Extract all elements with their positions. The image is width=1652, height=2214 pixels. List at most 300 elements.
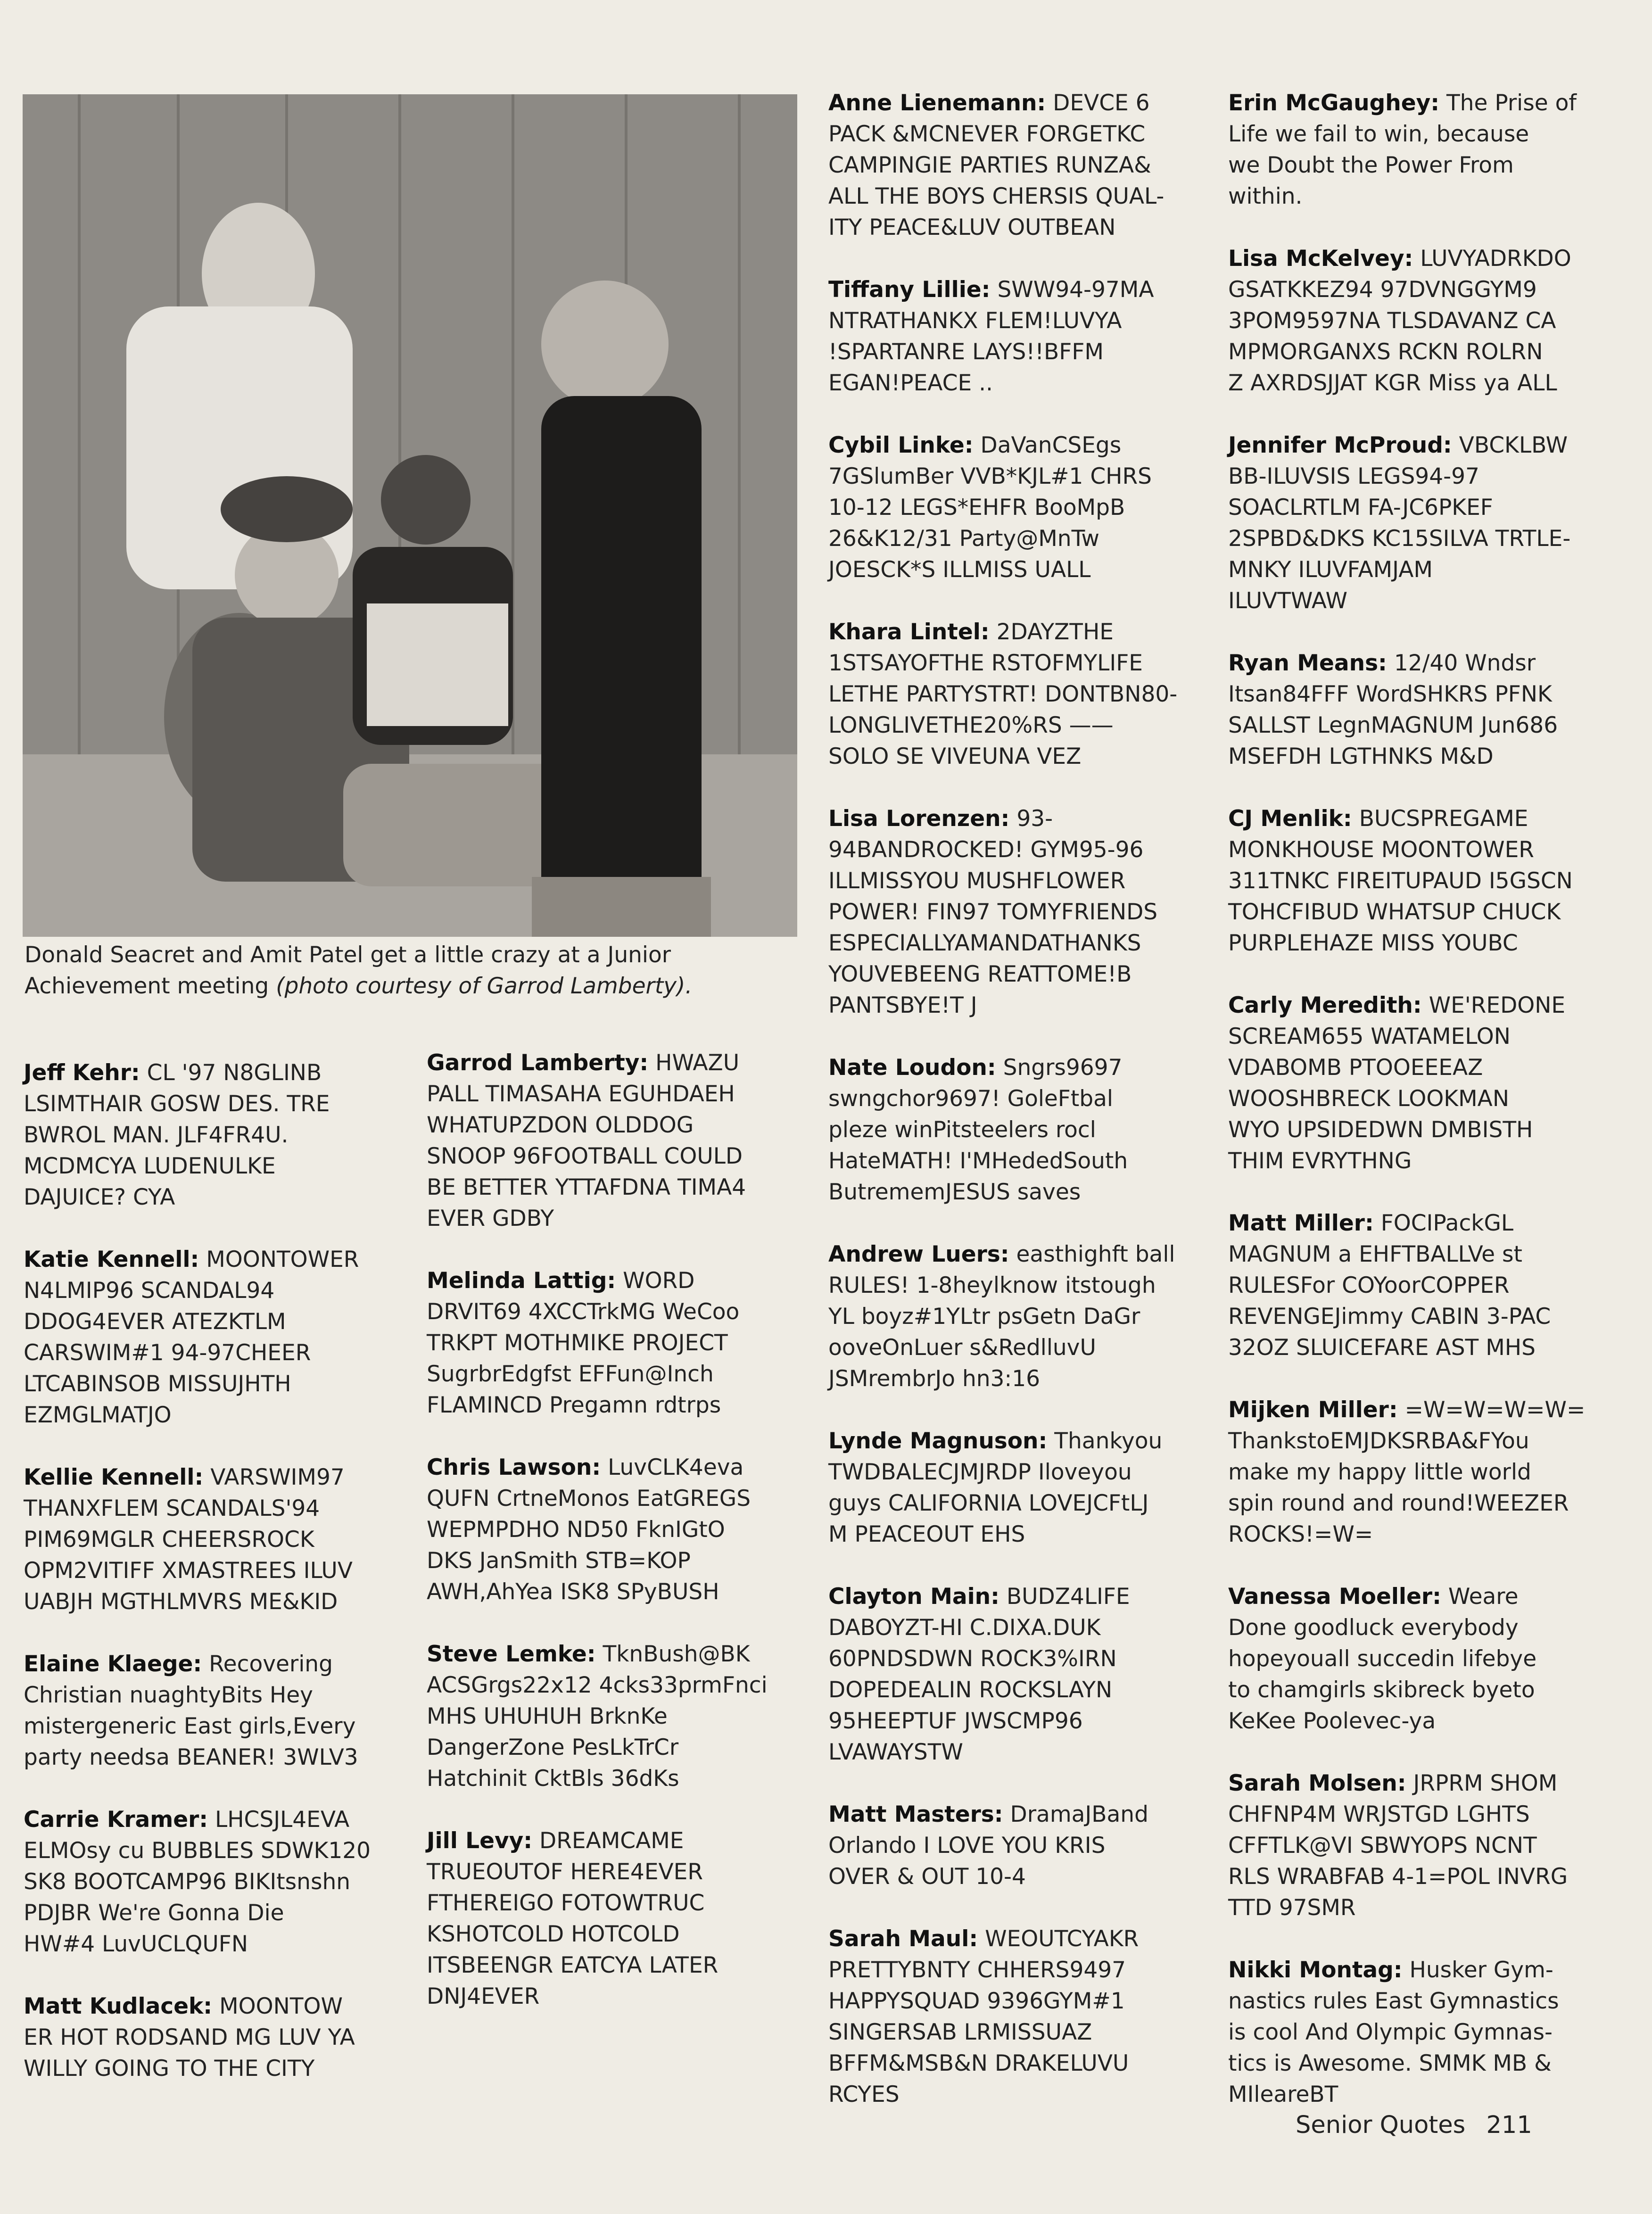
quote-text: QUFN CrtneMonos EatGREGS: [427, 1486, 751, 1512]
quote-text: ELMOsy cu BUBBLES SDWK120: [24, 1838, 371, 1864]
quote-text: BE BETTER YTTAFDNA TIMA4: [427, 1174, 746, 1200]
quote-text: DDOG4EVER ATEZKTLM: [24, 1309, 286, 1335]
quote-line: [1228, 2079, 1615, 2110]
quote-line: [1228, 1892, 1615, 1924]
quote-text: HAPPYSQUAD 9396GYM#1: [828, 1988, 1125, 2014]
quote-text: mistergeneric East girls,Every: [24, 1713, 356, 1739]
quote-line: [828, 1581, 1215, 1612]
quote-text: UABJH MGTHLMVRS ME&KID: [24, 1589, 338, 1615]
quote-line: [24, 1089, 410, 1120]
quote-line: [427, 1950, 813, 1981]
quote-text: KeKee Poolevec-ya: [1228, 1708, 1436, 1734]
student-name: Nate Loudon:: [828, 1055, 996, 1081]
student-name: Anne Lienemann:: [828, 90, 1046, 116]
quote-line: [828, 1052, 1215, 1083]
quote-line: [828, 990, 1215, 1021]
quote-text: MHS UHUHUH BrknKe: [427, 1703, 668, 1729]
student-name: Chris Lawson:: [427, 1454, 601, 1480]
quotes-column-3: [828, 88, 1215, 2110]
quote-text: WYO UPSIDEDWN DMBISTH: [1228, 1117, 1533, 1143]
senior-quote-entry: [24, 1244, 410, 1431]
quote-line: [427, 1079, 813, 1110]
quote-text: DAJUICE? CYA: [24, 1184, 175, 1210]
quote-line: [427, 1265, 813, 1297]
quote-text: guys CALIFORNIA LOVEJCFtLJ: [828, 1490, 1149, 1516]
quote-text: ESPECIALLYAMANDATHANKS: [828, 930, 1141, 956]
quote-text: GSATKKEZ94 97DVNGGYM9: [1228, 277, 1537, 303]
quote-text: VBCKLBW: [1459, 432, 1568, 458]
quote-text: MSEFDH LGTHNKS M&D: [1228, 744, 1494, 769]
student-name: Elaine Klaege:: [24, 1651, 202, 1677]
senior-quote-entry: [828, 1426, 1215, 1550]
quote-text: SWW94-97MA: [997, 277, 1154, 303]
student-name: Clayton Main:: [828, 1584, 999, 1610]
quote-line: [24, 1462, 410, 1493]
quote-line: [427, 1701, 813, 1732]
quote-text: Hatchinit CktBls 36dKs: [427, 1766, 679, 1792]
quote-text: LETHE PARTYSTRT! DONTBN80-: [828, 681, 1178, 707]
page-number: 211: [1486, 2111, 1532, 2139]
quote-line: [828, 1457, 1215, 1488]
quote-line: [828, 1083, 1215, 1115]
quote-line: [427, 1639, 813, 1670]
quote-line: [828, 1986, 1215, 2017]
quote-line: [828, 181, 1215, 212]
senior-quote-entry: [24, 1057, 410, 1213]
quote-text: EZMGLMATJO: [24, 1402, 172, 1428]
quote-line: [828, 306, 1215, 337]
quote-text: TknBush@BK: [603, 1641, 750, 1667]
quote-line: [1228, 523, 1615, 554]
quote-line: [24, 1680, 410, 1711]
senior-quote-entry: [828, 803, 1215, 1021]
quote-text: The Prise of: [1446, 90, 1577, 116]
senior-quote-entry: [1228, 430, 1615, 617]
quote-line: [427, 1359, 813, 1390]
quote-text: BUDZ4LIFE: [1006, 1584, 1130, 1610]
photo-caption: [25, 940, 807, 1002]
quote-line: [1228, 1644, 1615, 1675]
quote-line: [1228, 1115, 1615, 1146]
quote-text: CL '97 N8GLINB: [147, 1060, 322, 1086]
meeting-photo: [23, 94, 797, 937]
quote-text: OVER & OUT 10-4: [828, 1864, 1026, 1890]
quote-text: 12/40 Wndsr: [1394, 650, 1536, 676]
quote-line: [828, 1332, 1215, 1363]
quote-text: make my happy little world: [1228, 1459, 1531, 1485]
student-name: Carly Meredith:: [1228, 992, 1422, 1018]
quote-text: Life we fail to win, because: [1228, 121, 1529, 147]
quote-line: [1228, 274, 1615, 306]
quote-line: [427, 1390, 813, 1421]
quote-text: MNKY ILUVFAMJAM: [1228, 557, 1433, 583]
student-name: Steve Lemke:: [427, 1641, 596, 1667]
senior-quote-entry: [24, 1991, 410, 2084]
quote-text: LUVYADRKDO: [1420, 246, 1571, 272]
senior-quote-entry: [1228, 1768, 1615, 1924]
senior-quote-entry: [1228, 803, 1615, 959]
quote-text: SALLST LegnMAGNUM Jun686: [1228, 712, 1558, 738]
quote-line: [1228, 88, 1615, 119]
quote-text: OPM2VITIFF XMASTREES ILUV: [24, 1558, 353, 1584]
quote-text: Husker Gym-: [1409, 1957, 1553, 1983]
quote-line: [828, 523, 1215, 554]
senior-quote-entry: [828, 617, 1215, 772]
quote-text: Z AXRDSJJAT KGR Miss ya ALL: [1228, 370, 1557, 396]
student-name: Khara Lintel:: [828, 619, 990, 645]
student-name: Kellie Kennell:: [24, 1464, 204, 1490]
quote-text: CAMPINGIE PARTIES RUNZA&: [828, 152, 1151, 178]
quote-text: 26&K12/31 Party@MnTw: [828, 526, 1099, 552]
quote-line: [828, 2017, 1215, 2048]
quote-line: [1228, 866, 1615, 897]
quote-text: 32OZ SLUICEFARE AST MHS: [1228, 1335, 1536, 1361]
quote-line: [828, 1301, 1215, 1332]
quote-line: [828, 1924, 1215, 1955]
quote-text: DEVCE 6: [1053, 90, 1150, 116]
quote-line: [1228, 554, 1615, 586]
quote-line: [427, 1452, 813, 1483]
quote-text: REVENGEJimmy CABIN 3-PAC: [1228, 1304, 1551, 1330]
quote-line: [427, 1888, 813, 1919]
senior-quote-entry: [24, 1649, 410, 1773]
quote-text: SOLO SE VIVEUNA VEZ: [828, 744, 1082, 769]
quote-line: [427, 1483, 813, 1514]
quote-line: [828, 679, 1215, 710]
quote-line: [427, 1919, 813, 1950]
quote-text: BFFM&MSB&N DRAKELUVU: [828, 2050, 1129, 2076]
quote-line: [828, 1177, 1215, 1208]
student-name: Sarah Maul:: [828, 1926, 978, 1952]
student-name: Mijken Miller:: [1228, 1397, 1398, 1423]
quote-text: POWER! FIN97 TOMYFRIENDS: [828, 899, 1158, 925]
senior-quote-entry: [1228, 1208, 1615, 1363]
quote-line: [1228, 1270, 1615, 1301]
quote-text: AWH,AhYea ISK8 SPyBUSH: [427, 1579, 719, 1605]
quote-line: [828, 1519, 1215, 1550]
quote-line: [828, 2079, 1215, 2110]
quote-text: DKS JanSmith STB=KOP: [427, 1548, 691, 1574]
quote-line: [24, 1835, 410, 1867]
quote-line: [1228, 1239, 1615, 1270]
quote-text: easthighft ball: [1016, 1241, 1175, 1267]
quote-line: [1228, 1083, 1615, 1115]
quote-line: [24, 1649, 410, 1680]
quotes-column-4: [1228, 88, 1615, 2110]
senior-quote-entry: [1228, 88, 1615, 212]
quote-line: [1228, 1675, 1615, 1706]
quote-text: FOCIPackGL: [1380, 1210, 1514, 1236]
quote-text: RULESFor COYoorCOPPER: [1228, 1272, 1510, 1298]
quote-line: [427, 1545, 813, 1577]
quote-line: [828, 1955, 1215, 1986]
quote-text: MPMORGANXS RCKN ROLRN: [1228, 339, 1543, 365]
quote-text: RULES! 1-8heylknow itstough: [828, 1272, 1156, 1298]
quote-line: [1228, 1768, 1615, 1799]
quote-line: [1228, 897, 1615, 928]
student-name: Jennifer McProud:: [1228, 432, 1452, 458]
student-name: CJ Menlik:: [1228, 806, 1352, 832]
quote-text: CARSWIM#1 94-97CHEER: [24, 1340, 311, 1366]
quote-text: LONGLIVETHE20%RS ——: [828, 712, 1114, 738]
quote-line: [427, 1670, 813, 1701]
student-name: Ryan Means:: [1228, 650, 1387, 676]
senior-quote-entry: [1228, 990, 1615, 1177]
quote-line: [24, 1275, 410, 1306]
quote-line: [828, 866, 1215, 897]
quote-line: [24, 1867, 410, 1898]
student-name: Erin McGaughey:: [1228, 90, 1440, 116]
quote-text: WORD: [623, 1268, 695, 1294]
quote-line: [1228, 1830, 1615, 1861]
section-name: Senior Quotes: [1296, 2111, 1466, 2139]
quote-line: [828, 554, 1215, 586]
student-name: Carrie Kramer:: [24, 1807, 208, 1833]
quote-line: [1228, 710, 1615, 741]
quote-text: 2SPBD&DKS KC15SILVA TRTLE-: [1228, 526, 1571, 552]
senior-quote-entry: [1228, 648, 1615, 772]
student-name: Nikki Montag:: [1228, 1957, 1403, 1983]
quote-line: [1228, 150, 1615, 181]
student-name: Garrod Lamberty:: [427, 1050, 649, 1076]
student-name: Matt Kudlacek:: [24, 1993, 213, 2019]
quote-line: [24, 1898, 410, 1929]
quote-line: [828, 897, 1215, 928]
quote-line: [24, 1929, 410, 1960]
quote-text: RCYES: [828, 2082, 900, 2107]
senior-quote-entry: [828, 88, 1215, 243]
quote-line: [24, 1057, 410, 1089]
quote-text: swngchor9697! GoleFtbal: [828, 1086, 1113, 1112]
quote-line: [427, 1110, 813, 1141]
quote-text: =W=W=W=W=: [1404, 1397, 1586, 1423]
quote-line: [1228, 586, 1615, 617]
quote-line: [1228, 1612, 1615, 1644]
quote-line: [828, 212, 1215, 243]
quote-line: [828, 1830, 1215, 1861]
senior-quote-entry: [24, 1462, 410, 1618]
quote-text: WILLY GOING TO THE CITY: [24, 2056, 315, 2082]
quote-text: DaVanCSEgs: [980, 432, 1122, 458]
quote-line: [427, 1981, 813, 2012]
quote-line: [24, 2053, 410, 2084]
quote-text: hopeyouall succedin lifebye: [1228, 1646, 1537, 1672]
quote-line: [1228, 2017, 1615, 2048]
student-name: Tiffany Lillie:: [828, 277, 991, 303]
quote-line: [828, 430, 1215, 461]
quote-text: NTRATHANKX FLEM!LUVYA: [828, 308, 1122, 334]
quote-text: MOONTOWER: [206, 1247, 359, 1272]
quote-text: Itsan84FFF WordSHKRS PFNK: [1228, 681, 1552, 707]
senior-quote-entry: [828, 1239, 1215, 1395]
quote-line: [1228, 1799, 1615, 1830]
quote-line: [1228, 1457, 1615, 1488]
quote-line: [24, 1244, 410, 1275]
quote-line: [828, 1239, 1215, 1270]
quote-text: LuvCLK4eva: [608, 1454, 744, 1480]
quote-line: [1228, 1488, 1615, 1519]
page-footer: [1296, 2111, 1532, 2139]
quote-text: RLS WRABFAB 4-1=POL INVRG: [1228, 1864, 1568, 1890]
quotes-column-2: [427, 1048, 813, 2012]
quote-line: [1228, 1426, 1615, 1457]
quote-line: [828, 492, 1215, 523]
quote-text: DNJ4EVER: [427, 1983, 540, 2009]
quote-line: [1228, 928, 1615, 959]
quote-text: CFFTLK@VI SBWYOPS NCNT: [1228, 1833, 1537, 1859]
quote-text: nastics rules East Gymnastics: [1228, 1988, 1559, 2014]
quote-line: [1228, 803, 1615, 834]
quote-line: [1228, 1519, 1615, 1550]
quote-line: [1228, 1146, 1615, 1177]
quote-line: [24, 1493, 410, 1524]
quote-line: [1228, 119, 1615, 150]
quote-text: LSIMTHAIR GOSW DES. TRE: [24, 1091, 330, 1117]
quote-text: VARSWIM97: [210, 1464, 345, 1490]
quote-line: [427, 1857, 813, 1888]
quote-text: TRKPT MOTHMIKE PROJECT: [427, 1330, 728, 1356]
quote-line: [1228, 2048, 1615, 2079]
senior-quote-entry: [427, 1639, 813, 1794]
quote-text: we Doubt the Power From: [1228, 152, 1514, 178]
quote-line: [1228, 679, 1615, 710]
quote-line: [828, 1612, 1215, 1644]
student-name: Matt Miller:: [1228, 1210, 1374, 1236]
quote-text: 311TNKC FIREITUPAUD I5GSCN: [1228, 868, 1573, 894]
quote-line: [24, 1120, 410, 1151]
photo-credit: (photo courtesy of Garrod Lamberty).: [276, 973, 693, 999]
quote-text: PURPLEHAZE MISS YOUBC: [1228, 930, 1518, 956]
quote-text: ILLMISSYOU MUSHFLOWER: [828, 868, 1126, 894]
student-name: Lisa Lorenzen:: [828, 806, 1010, 832]
quote-text: YL boyz#1YLtr psGetn DaGr: [828, 1304, 1140, 1330]
quote-text: 2DAYZTHE: [996, 619, 1114, 645]
quote-text: Done goodluck everybody: [1228, 1615, 1519, 1641]
quote-text: BUCSPREGAME: [1359, 806, 1528, 832]
student-name: Matt Masters:: [828, 1801, 1003, 1827]
quote-text: ooveOnLuer s&RedlluvU: [828, 1335, 1096, 1361]
quote-line: [828, 617, 1215, 648]
quote-line: [1228, 1861, 1615, 1892]
quote-text: MAGNUM a EHFTBALLVe st: [1228, 1241, 1522, 1267]
quote-line: [1228, 1581, 1615, 1612]
quote-line: [24, 1151, 410, 1182]
senior-quote-entry: [427, 1452, 813, 1608]
quote-text: to chamgirls skibreck byeto: [1228, 1677, 1535, 1703]
quote-text: PRETTYBNTY CHHERS9497: [828, 1957, 1126, 1983]
quote-text: N4LMIP96 SCANDAL94: [24, 1278, 275, 1304]
quote-text: CHFNP4M WRJSTGD LGHTS: [1228, 1801, 1530, 1827]
quote-text: Thankyou: [1054, 1428, 1163, 1454]
quote-line: [1228, 741, 1615, 772]
quote-line: [828, 1488, 1215, 1519]
quote-line: [24, 1555, 410, 1586]
quote-text: 10-12 LEGS*EHFR BooMpB: [828, 495, 1125, 520]
student-name: Lynde Magnuson:: [828, 1428, 1048, 1454]
quote-text: JOESCK*S ILLMISS UALL: [828, 557, 1091, 583]
quote-text: PDJBR We're Gonna Die: [24, 1900, 284, 1926]
quote-line: [24, 1711, 410, 1742]
quote-text: SK8 BOOTCAMP96 BIKItsnshn: [24, 1869, 351, 1895]
quote-text: HWAZU: [655, 1050, 740, 1076]
student-name: Andrew Luers:: [828, 1241, 1009, 1267]
senior-quote-entry: [828, 274, 1215, 399]
quote-text: 94BANDROCKED! GYM95-96: [828, 837, 1144, 863]
quote-line: [427, 1732, 813, 1763]
student-name: Melinda Lattig:: [427, 1268, 616, 1294]
senior-quote-entry: [1228, 1955, 1615, 2110]
quote-text: YOUVEBEENG REATTOME!B: [828, 961, 1132, 987]
quote-line: [1228, 1208, 1615, 1239]
quote-text: BB-ILUVSIS LEGS94-97: [1228, 463, 1479, 489]
quote-line: [828, 710, 1215, 741]
quote-line: [24, 1369, 410, 1400]
quote-text: FLAMINCD Pregamn rdtrps: [427, 1392, 721, 1418]
senior-quote-entry: [828, 430, 1215, 586]
student-name: Jeff Kehr:: [24, 1060, 140, 1086]
quote-line: [24, 2022, 410, 2053]
quote-text: PALL TIMASAHA EGUHDAEH: [427, 1081, 735, 1107]
quote-text: ButrememJESUS saves: [828, 1179, 1081, 1205]
quote-line: [1228, 1052, 1615, 1083]
quote-text: WEPMPDHO ND50 FknIGtO: [427, 1517, 725, 1543]
senior-quote-entry: [1228, 243, 1615, 399]
quote-text: THANXFLEM SCANDALS'94: [24, 1495, 320, 1521]
quote-text: Christian nuaghtyBits Hey: [24, 1682, 313, 1708]
quote-line: [828, 803, 1215, 834]
senior-quote-entry: [427, 1048, 813, 1234]
quote-line: [24, 1338, 410, 1369]
quote-text: Weare: [1448, 1584, 1519, 1610]
senior-quote-entry: [24, 1804, 410, 1960]
quote-line: [1228, 1395, 1615, 1426]
quote-text: EGAN!PEACE ..: [828, 370, 993, 396]
quote-line: [1228, 1986, 1615, 2017]
quote-text: MIleareBT: [1228, 2082, 1338, 2107]
quote-line: [828, 1363, 1215, 1395]
quote-text: DramaJBand: [1010, 1801, 1148, 1827]
quote-text: ITSBEENGR EATCYA LATER: [427, 1952, 719, 1978]
quote-line: [828, 368, 1215, 399]
quote-text: ACSGrgs22x12 4cks33prmFnci: [427, 1672, 768, 1698]
quote-text: PANTSBYE!T J: [828, 992, 977, 1018]
senior-quote-entry: [1228, 1395, 1615, 1550]
quote-text: ILUVTWAW: [1228, 588, 1347, 614]
quote-line: [24, 1991, 410, 2022]
caption-text: Donald Seacret and Amit Patel get a little crazy at a Junior Achievement meeting: [25, 942, 671, 999]
quote-text: 3POM9597NA TLSDAVANZ CA: [1228, 308, 1556, 334]
quote-line: [1228, 181, 1615, 212]
quote-line: [828, 1115, 1215, 1146]
quote-text: SNOOP 96FOOTBALL COULD: [427, 1143, 743, 1169]
senior-quote-entry: [427, 1826, 813, 2012]
quote-text: ThankstoEMJDKSRBA&FYou: [1228, 1428, 1529, 1454]
quote-line: [1228, 990, 1615, 1021]
quote-text: VDABOMB PTOOEEEAZ: [1228, 1055, 1483, 1081]
quote-line: [828, 274, 1215, 306]
quote-text: ER HOT RODSAND MG LUV YA: [24, 2024, 355, 2050]
student-name: Lisa McKelvey:: [1228, 246, 1413, 272]
quote-text: ALL THE BOYS CHERSIS QUAL-: [828, 183, 1165, 209]
quote-line: [24, 1400, 410, 1431]
quote-line: [828, 741, 1215, 772]
quote-text: DREAMCAME: [539, 1828, 684, 1854]
quote-text: 60PNDSDWN ROCK3%IRN: [828, 1646, 1117, 1672]
quote-text: ITY PEACE&LUV OUTBEAN: [828, 215, 1116, 240]
quote-line: [828, 461, 1215, 492]
quote-line: [1228, 1706, 1615, 1737]
quote-text: !SPARTANRE LAYS!!BFFM: [828, 339, 1104, 365]
